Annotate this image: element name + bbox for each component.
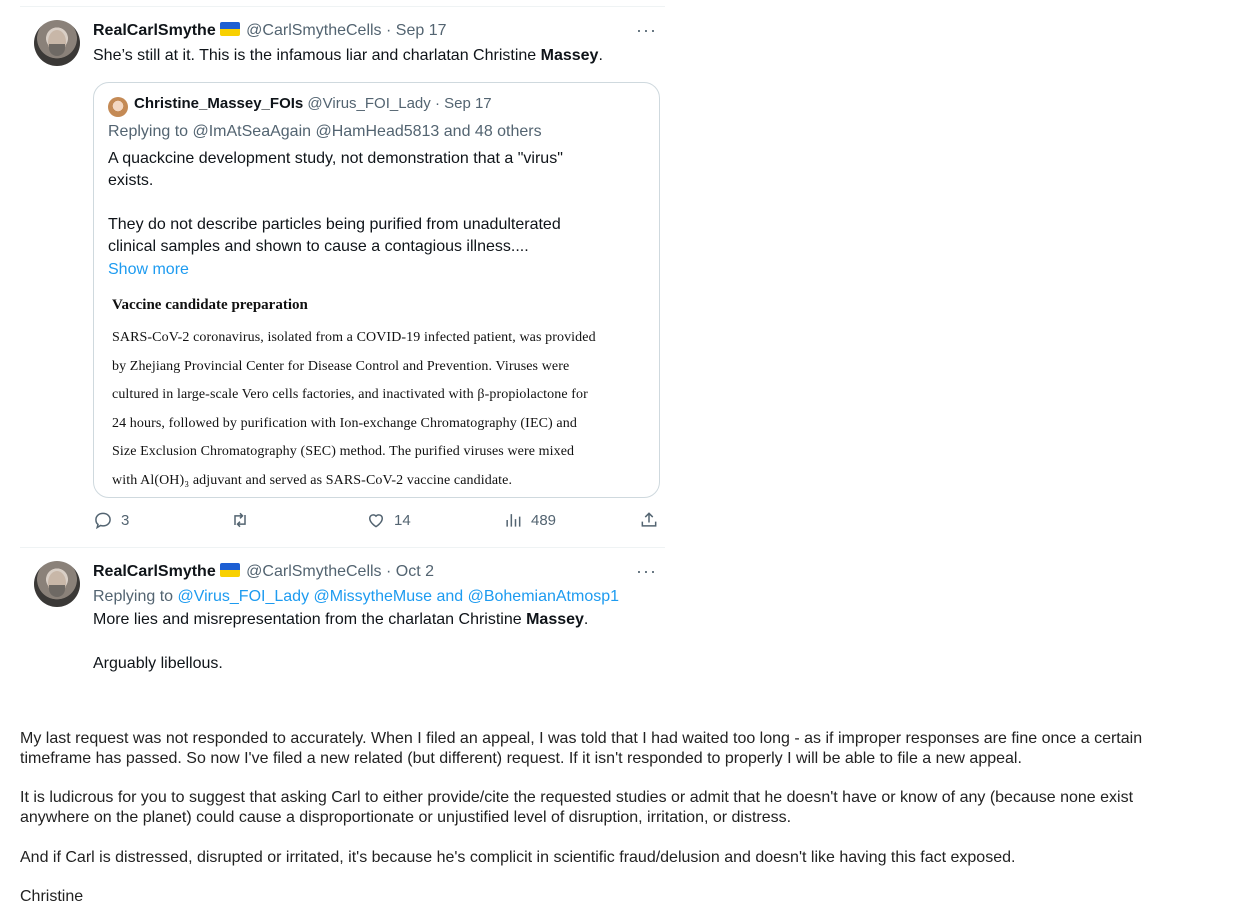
quoted-avatar[interactable]	[108, 97, 128, 117]
email-paragraph-3: And if Carl is distressed, disrupted or irritated, it's because he's complicit in scientific fraud/delusion and doesn't like having this fact exposed.	[20, 849, 1016, 866]
tweet-text: More lies and misrepresentation from the charlatan Christine Massey.	[93, 611, 589, 628]
quoted-text-line: They do not describe particles being purified from unadulterated	[108, 216, 561, 233]
email-paragraph-2: It is ludicrous for you to suggest that asking Carl to either provide/cite the requested studies or admit that he doesn't have or know of any (because none exist anywhere on the planet) could cause a disproportionate or unjustified level of disruption, irritation, or distress.	[20, 789, 1134, 826]
tweet-actions	[93, 510, 663, 534]
display-name[interactable]: RealCarlSmythe	[93, 22, 216, 39]
display-name[interactable]: RealCarlSmythe	[93, 563, 216, 580]
email-paragraph-1: My last request was not responded to accurately. When I filed an appeal, I was told that I had waited too long - as if improper responses are fine once a certain timeframe has passed. So now I've filed a new related (but different) request. If it isn't responded to properly I will be able to file a new appeal.	[20, 730, 1143, 767]
paper-heading: Vaccine candidate preparation	[112, 297, 308, 313]
top-divider	[20, 6, 665, 7]
tweet-date[interactable]: Oct 2	[395, 563, 435, 580]
ukraine-flag-icon	[220, 22, 240, 36]
quoted-text-line: A quackcine development study, not demonstration that a "virus"	[108, 150, 563, 167]
paper-line: by Zhejiang Provincial Center for Disease Control and Prevention. Viruses were	[112, 358, 570, 374]
reply-icon	[93, 510, 113, 530]
heart-icon	[366, 510, 386, 530]
quoted-handle[interactable]: @Virus_FOI_Lady	[307, 95, 431, 112]
email-signature: Christine	[20, 888, 84, 905]
handle[interactable]: @CarlSmytheCells	[246, 563, 382, 580]
quoted-header: Christine_Massey_FOIs @Virus_FOI_Lady · Sep 17	[134, 95, 492, 112]
ukraine-flag-icon	[220, 563, 240, 577]
replying-to: Replying to @ImAtSeaAgain @HamHead5813 and 48 others	[108, 123, 542, 140]
views-chart-icon	[503, 510, 523, 530]
paper-excerpt-image[interactable]	[112, 297, 652, 496]
replying-to: Replying to @Virus_FOI_Lady @MissytheMuse and @BohemianAtmosp1	[93, 588, 620, 605]
more-options-icon[interactable]: ···	[636, 561, 657, 581]
quoted-display-name[interactable]: Christine_Massey_FOIs	[134, 95, 304, 112]
tweet-header: RealCarlSmythe @CarlSmytheCells · Sep 17	[93, 22, 447, 39]
paper-line: cultured in large-scale Vero cells factories, and inactivated with β-propiolactone for	[112, 387, 588, 403]
tweet-text: She’s still at it. This is the infamous liar and charlatan Christine Massey.	[93, 47, 603, 64]
views-button[interactable]	[503, 510, 556, 530]
tweet-divider	[20, 547, 665, 548]
tweet-date[interactable]: Sep 17	[395, 22, 447, 39]
avatar[interactable]	[34, 20, 80, 66]
like-button[interactable]	[366, 510, 411, 530]
paper-line: with Al(OH)₃ adjuvant and served as SARS-CoV-2 vaccine candidate.	[112, 472, 513, 488]
share-icon	[639, 510, 659, 530]
quoted-text-line: exists.	[108, 172, 154, 189]
paper-line: Size Exclusion Chromatography (SEC) method. The purified viruses were mixed	[112, 444, 575, 460]
quoted-text-line: clinical samples and shown to cause a contagious illness....	[108, 238, 529, 255]
share-button[interactable]	[639, 510, 659, 530]
quoted-date[interactable]: Sep 17	[444, 95, 492, 112]
handle[interactable]: @CarlSmytheCells	[246, 22, 382, 39]
reply-button[interactable]	[93, 510, 129, 530]
retweet-icon	[230, 510, 250, 530]
tweet-header: RealCarlSmythe @CarlSmytheCells · Oct 2	[93, 563, 435, 580]
replying-users-link[interactable]: @Virus_FOI_Lady @MissytheMuse and @BohemianAtmosp1	[177, 588, 620, 605]
show-more-link[interactable]: Show more	[108, 261, 189, 278]
views-count: 489	[531, 511, 557, 529]
retweet-button[interactable]	[230, 510, 250, 530]
more-options-icon[interactable]: ···	[636, 20, 657, 40]
quoted-tweet[interactable]	[93, 82, 660, 498]
reply-count: 3	[121, 511, 130, 529]
paper-line: 24 hours, followed by purification with Ion-exchange Chromatography (IEC) and	[112, 415, 577, 431]
like-count: 14	[394, 511, 411, 529]
paper-line: SARS-CoV-2 coronavirus, isolated from a COVID-19 infected patient, was provided	[112, 330, 596, 345]
avatar[interactable]	[34, 561, 80, 607]
tweet-text: Arguably libellous.	[93, 655, 223, 672]
